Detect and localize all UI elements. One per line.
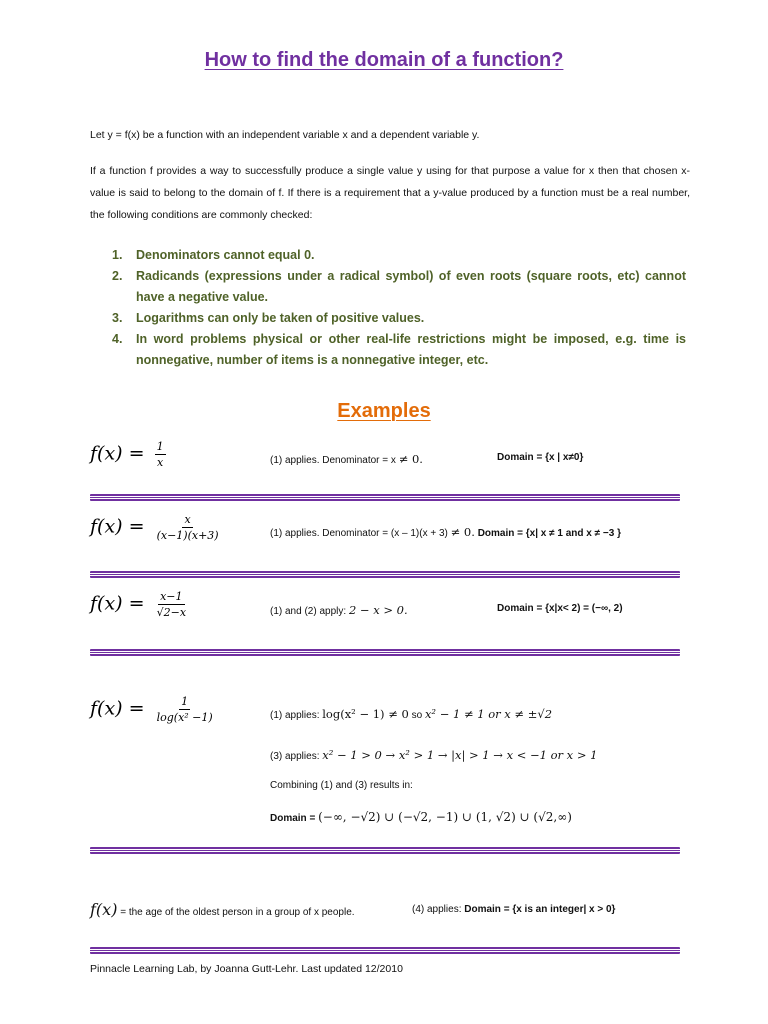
fraction [155, 513, 221, 542]
condition-item [90, 245, 686, 266]
condition-text: Logarithms can only be taken of positive values. [136, 311, 425, 325]
condition-math: ≠ 0. [398, 452, 423, 466]
example-5-condition [412, 904, 615, 915]
condition-label: (3) applies: [270, 751, 323, 762]
function-label: f(x) [90, 900, 118, 919]
example-5-function [90, 900, 355, 919]
example-3-function [90, 590, 188, 619]
examples-heading: Examples [337, 400, 431, 422]
domain-label: Domain = [477, 528, 526, 539]
condition-math: ≠ 0. [450, 525, 475, 539]
denominator: (x−1)(x+3) [156, 529, 219, 542]
example-4-line-1 [270, 707, 552, 721]
example-1-condition [270, 452, 423, 466]
page-title: How to find the domain of a function? [204, 49, 564, 71]
condition-label: (1) applies. Denominator = (x – 1)(x + 3) [270, 528, 448, 539]
example-2-function [90, 513, 221, 542]
example-4-line-2 [270, 748, 597, 762]
numerator: x−1 [160, 590, 183, 603]
domain-value: (−∞, −√2) ∪ (−√2, −1) ∪ (1, √2) ∪ (√2,∞) [318, 810, 572, 824]
example-4-line-3: Combining (1) and (3) results in: [270, 780, 413, 791]
denominator: √2−x [156, 606, 187, 619]
intro-paragraph: If a function f provides a way to successfully produce a single value y using for that purpose a value for x then that chosen x-value is said to belong to the domain of f. If there is a requirement that a y-value produced by a function must be a real number, the following conditions are commonly checked: [90, 165, 690, 221]
domain-label: Domain = [497, 603, 546, 614]
condition-label: (1) and (2) apply: [270, 606, 349, 617]
condition-number: 4. [112, 332, 123, 346]
function-description: = the age of the oldest person in a group of x people. [117, 907, 355, 918]
denominator: x [156, 456, 164, 469]
condition-text: Radicands (expressions under a radical symbol) of even roots (square roots, etc) cannot have a negative value. [136, 269, 686, 304]
domain-label: Domain = [464, 904, 513, 915]
condition-math: x² − 1 > 0 → x² > 1 → |x| > 1 → x < −1 or x > 1 [322, 748, 598, 762]
separator [90, 649, 680, 656]
fraction [155, 440, 166, 469]
condition-item [90, 266, 686, 308]
example-2-condition [270, 525, 621, 539]
domain-label: Domain = [497, 452, 546, 463]
condition-number: 3. [112, 311, 123, 325]
condition-number: 2. [112, 269, 123, 283]
condition-text: In word problems physical or other real-life restrictions might be imposed, e.g. time is nonnegative, number of items is a nonnegative integer, etc. [136, 332, 686, 367]
condition-number: 1. [112, 248, 123, 262]
footer-text: Pinnacle Learning Lab, by Joanna Gutt-Lehr. Last updated 12/2010 [90, 963, 403, 975]
example-1-function [90, 440, 166, 469]
condition-item [90, 329, 686, 371]
fraction [155, 590, 188, 619]
separator [90, 947, 680, 954]
domain-value: {x|x< 2) = (−∞, 2) [545, 603, 623, 614]
example-3-condition [270, 603, 408, 617]
separator [90, 847, 680, 854]
fraction [155, 695, 215, 724]
domain-value: {x is an integer| x > 0} [512, 904, 616, 915]
condition-math: log(x² − 1) ≠ 0 [322, 707, 409, 721]
example-4-function [90, 695, 215, 724]
domain-value: {x | x≠0} [545, 452, 584, 463]
function-label: f(x) = [90, 442, 145, 465]
domain-value: {x| x ≠ 1 and x ≠ −3 } [525, 528, 621, 539]
example-4-domain [270, 810, 572, 824]
numerator: x [184, 513, 191, 526]
function-label: f(x) = [90, 697, 145, 720]
numerator: 1 [156, 440, 164, 453]
function-label: f(x) = [90, 515, 145, 538]
example-1-domain [497, 452, 583, 463]
condition-label: (1) applies. Denominator = x [270, 455, 396, 466]
intro-line: Let y = f(x) be a function with an independent variable x and a dependent variable y. [90, 129, 480, 141]
function-label: f(x) = [90, 592, 145, 615]
connector-text: so [411, 710, 425, 721]
condition-label: (1) applies: [270, 710, 323, 721]
denominator: log(x² −1) [156, 711, 213, 724]
condition-math: x² − 1 ≠ 1 or x ≠ ±√2 [424, 707, 553, 721]
separator [90, 494, 680, 501]
example-3-domain [497, 603, 623, 614]
separator [90, 571, 680, 578]
conditions-list [90, 245, 686, 371]
domain-label: Domain = [270, 813, 319, 824]
condition-math: 2 − x > 0. [348, 603, 408, 617]
condition-item [90, 308, 686, 329]
condition-label: (4) applies: [412, 904, 465, 915]
numerator: 1 [181, 695, 189, 708]
condition-text: Denominators cannot equal 0. [136, 248, 315, 262]
